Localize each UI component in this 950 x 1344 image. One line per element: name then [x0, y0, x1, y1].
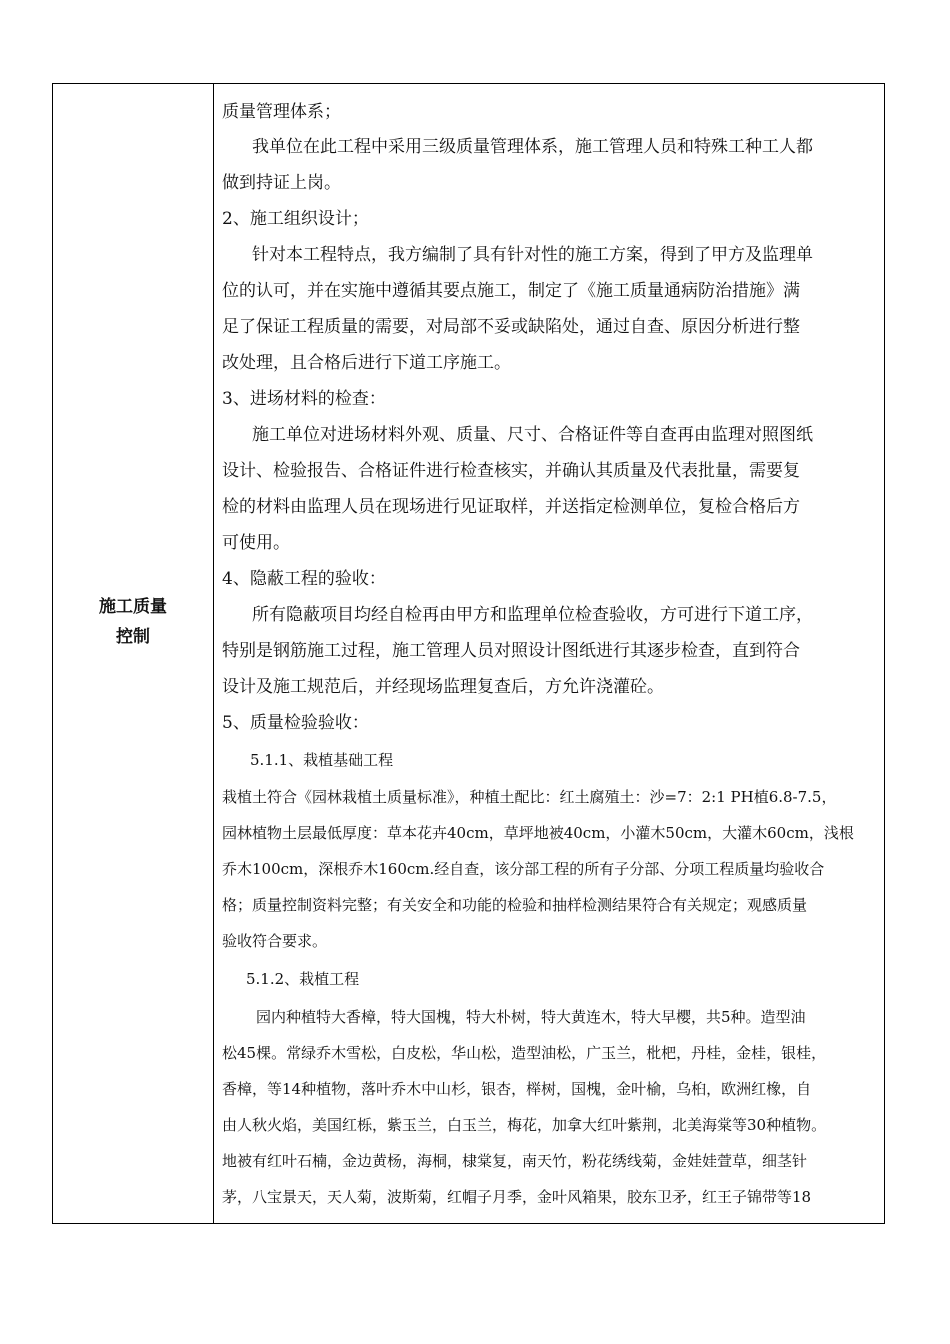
- content-line: 可使用。: [222, 533, 290, 553]
- content-line: 格；质量控制资料完整；有关安全和功能的检验和抽样检测结果符合有关规定；观感质量: [222, 896, 808, 914]
- column-divider: [213, 84, 214, 1223]
- content-line: 2、施工组织设计；: [222, 209, 369, 229]
- content-line: 所有隐蔽项目均经自检再由甲方和监理单位检查验收，方可进行下道工序，: [252, 605, 813, 625]
- content-line: 由人秋火焰，美国红栎，紫玉兰，白玉兰，梅花，加拿大红叶紫荆，北美海棠等30种植物。: [222, 1116, 827, 1134]
- content-line: 栽植土符合《园林栽植土质量标准》，种植土配比：红土腐殖土：沙=7：2:1 PH植6.8-7.5，: [222, 788, 837, 806]
- content-line: 特别是钢筋施工过程，施工管理人员对照设计图纸进行其逐步检查，直到符合: [222, 641, 800, 661]
- content-line: 地被有红叶石楠，金边黄杨，海桐，棣棠复，南天竹，粉花绣线菊，金娃娃萱草，细茎针: [222, 1152, 808, 1170]
- content-line: 5、质量检验验收：: [222, 713, 369, 733]
- content-line: 香樟，等14种植物，落叶乔木中山杉，银杏，榉树，国槐，金叶榆，乌桕，欧洲红橡，自: [222, 1080, 812, 1098]
- content-line: 松45棵。常绿乔木雪松，白皮松，华山松，造型油松，广玉兰，枇杷，丹桂，金桂，银桂，: [222, 1044, 827, 1062]
- section-label-line-2: 控制: [116, 627, 150, 647]
- content-line: 验收符合要求。: [222, 932, 328, 950]
- section-label-line-1: 施工质量: [99, 597, 167, 617]
- content-line: 质量管理体系；: [222, 102, 341, 122]
- content-line: 5.1.1、栽植基础工程: [250, 751, 394, 769]
- content-line: 设计、检验报告、合格证件进行检查核实，并确认其质量及代表批量，需要复: [222, 461, 800, 481]
- section-label: [53, 592, 213, 652]
- content-line: 位的认可，并在实施中遵循其要点施工，制定了《施工质量通病防治措施》满: [222, 281, 800, 301]
- quality-control-table: [52, 83, 885, 1224]
- content-line: 设计及施工规范后，并经现场监理复查后，方允许浇灌砼。: [222, 677, 664, 697]
- content-line: 园内种植特大香樟，特大国槐，特大朴树，特大黄连木，特大早樱，共5种。造型油: [256, 1008, 806, 1026]
- content-line: 检的材料由监理人员在现场进行见证取样，并送指定检测单位，复检合格后方: [222, 497, 800, 517]
- content-line: 我单位在此工程中采用三级质量管理体系，施工管理人员和特殊工种工人都: [252, 137, 813, 157]
- content-line: 4、隐蔽工程的验收：: [222, 569, 386, 589]
- content-line: 3、进场材料的检查：: [222, 389, 386, 409]
- content-line: 乔木100cm，深根乔木160cm.经自查，该分部工程的所有子分部、分项工程质量均验收合: [222, 860, 825, 878]
- content-line: 足了保证工程质量的需要，对局部不妥或缺陷处，通过自查、原因分析进行整: [222, 317, 800, 337]
- content-line: 施工单位对进场材料外观、质量、尺寸、合格证件等自查再由监理对照图纸: [252, 425, 813, 445]
- content-line: 改处理，且合格后进行下道工序施工。: [222, 353, 511, 373]
- content-line: 5.1.2、栽植工程: [246, 970, 360, 988]
- content-line: 针对本工程特点，我方编制了具有针对性的施工方案，得到了甲方及监理单: [252, 245, 813, 265]
- content-line: 园林植物土层最低厚度：草本花卉40cm，草坪地被40cm，小灌木50cm，大灌木60cm，浅根: [222, 824, 854, 842]
- content-line: 做到持证上岗。: [222, 173, 341, 193]
- content-line: 茅，八宝景天，天人菊，波斯菊，红帽子月季，金叶风箱果，胶东卫矛，红王子锦带等18: [222, 1188, 812, 1206]
